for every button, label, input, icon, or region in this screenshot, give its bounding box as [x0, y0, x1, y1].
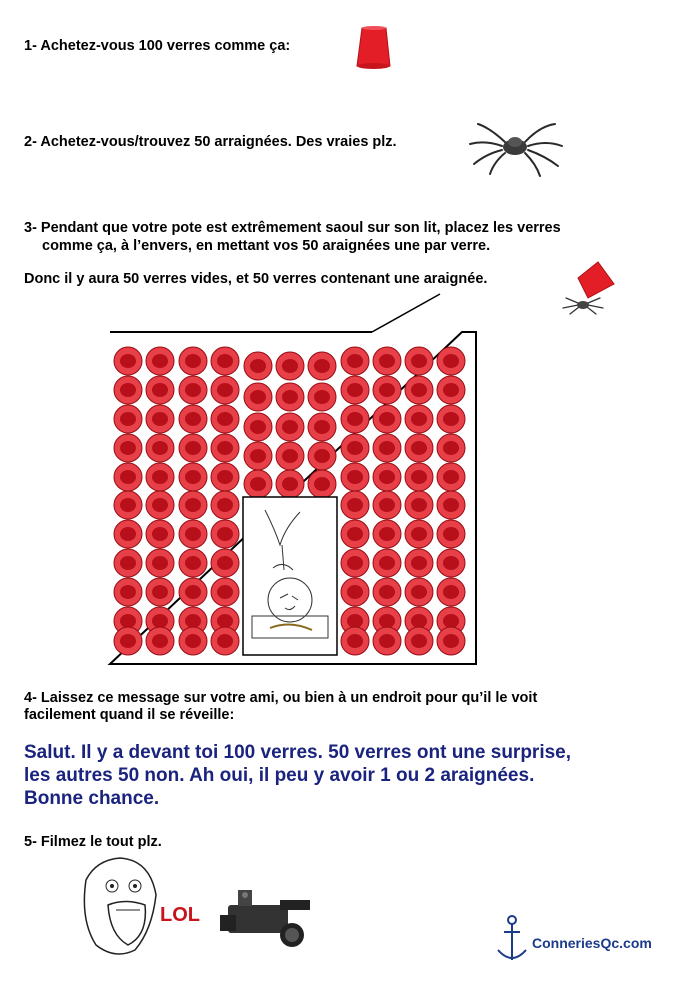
sleeping-friend [243, 497, 337, 655]
cup [405, 347, 433, 375]
cup [437, 434, 465, 462]
step-3-line-1: 3- Pendant que votre pote est extrêmement saoul sur son lit, placez les verres [24, 220, 561, 236]
cup [341, 376, 369, 404]
cup [405, 520, 433, 548]
cup [276, 470, 304, 498]
cup [211, 376, 239, 404]
cup [405, 627, 433, 655]
cup [244, 413, 272, 441]
cup [437, 491, 465, 519]
cup [179, 376, 207, 404]
cup [437, 520, 465, 548]
cup [373, 376, 401, 404]
cup [437, 347, 465, 375]
spider-icon [470, 124, 562, 176]
cup [373, 491, 401, 519]
cup [114, 376, 142, 404]
step-2-text: 2- Achetez-vous/trouvez 50 arraignées. Des vraies plz. [24, 134, 397, 150]
cup [308, 470, 336, 498]
cup [341, 491, 369, 519]
cup [146, 376, 174, 404]
cup [308, 413, 336, 441]
cup [244, 470, 272, 498]
cup [114, 627, 142, 655]
cup [211, 405, 239, 433]
cup [211, 578, 239, 606]
cup [179, 627, 207, 655]
cup [114, 347, 142, 375]
cup [341, 463, 369, 491]
step-1-text: 1- Achetez-vous 100 verres comme ça: [24, 38, 291, 54]
cup [341, 405, 369, 433]
cup [405, 578, 433, 606]
cup [373, 434, 401, 462]
cup [114, 491, 142, 519]
cup [341, 627, 369, 655]
video-camera-icon [220, 890, 310, 947]
cup [437, 405, 465, 433]
cup [405, 491, 433, 519]
cup [437, 627, 465, 655]
red-cup-icon [357, 26, 390, 69]
cup [437, 549, 465, 577]
cup [308, 383, 336, 411]
cup [308, 352, 336, 380]
cup [114, 578, 142, 606]
message-line-2: les autres 50 non. Ah oui, il peu y avoir 1 ou 2 araignées. [24, 765, 535, 786]
message-line-3: Bonne chance. [24, 788, 160, 809]
cup [114, 520, 142, 548]
pointer-line [372, 294, 440, 332]
cup [373, 549, 401, 577]
cup [146, 578, 174, 606]
cup [179, 463, 207, 491]
cup [211, 491, 239, 519]
cup [437, 376, 465, 404]
cup [146, 405, 174, 433]
cup [341, 520, 369, 548]
cup [341, 434, 369, 462]
anchor-logo-icon [498, 916, 526, 960]
step-3-note: Donc il y aura 50 verres vides, et 50 verres contenant une araignée. [24, 271, 488, 287]
watermark-text: ConneriesQc.com [532, 935, 652, 951]
cup [179, 434, 207, 462]
cup [373, 405, 401, 433]
cup [405, 463, 433, 491]
cup [211, 520, 239, 548]
cup [146, 627, 174, 655]
inverted-cup-spider-icon [563, 262, 614, 314]
cup [373, 520, 401, 548]
cup [405, 376, 433, 404]
cup [276, 352, 304, 380]
cup [405, 405, 433, 433]
cup [373, 463, 401, 491]
cup [146, 520, 174, 548]
cup [211, 463, 239, 491]
cup [146, 434, 174, 462]
cup [211, 549, 239, 577]
step-4-line-1: 4- Laissez ce message sur votre ami, ou bien à un endroit pour qu’il le voit [24, 690, 538, 706]
cup [146, 347, 174, 375]
cup [179, 578, 207, 606]
cup [179, 549, 207, 577]
cup [146, 491, 174, 519]
cup [211, 627, 239, 655]
cup [276, 442, 304, 470]
cup [437, 578, 465, 606]
cup [244, 442, 272, 470]
cup [114, 549, 142, 577]
cup [341, 347, 369, 375]
cup [244, 383, 272, 411]
step-3-line-2: comme ça, à l’envers, en mettant vos 50 araignées une par verre. [42, 238, 491, 254]
lol-text: LOL [160, 904, 200, 926]
cup [373, 578, 401, 606]
cup [114, 463, 142, 491]
cup [179, 347, 207, 375]
cup [405, 434, 433, 462]
cup [373, 347, 401, 375]
cup [179, 405, 207, 433]
cup [146, 549, 174, 577]
cup [179, 491, 207, 519]
cup [146, 463, 174, 491]
step-4-line-2: facilement quand il se réveille: [24, 707, 235, 723]
cup [211, 434, 239, 462]
message-line-1: Salut. Il y a devant toi 100 verres. 50 verres ont une surprise, [24, 742, 572, 763]
cup [437, 463, 465, 491]
cup [341, 578, 369, 606]
cup [244, 352, 272, 380]
cup [341, 549, 369, 577]
step-5-text: 5- Filmez le tout plz. [24, 834, 162, 850]
rage-face-lol-icon [84, 858, 156, 954]
cup [276, 413, 304, 441]
cup [405, 549, 433, 577]
cup [308, 442, 336, 470]
cup [276, 383, 304, 411]
cup [211, 347, 239, 375]
cup [114, 434, 142, 462]
cup [373, 627, 401, 655]
cup [114, 405, 142, 433]
cup [179, 520, 207, 548]
